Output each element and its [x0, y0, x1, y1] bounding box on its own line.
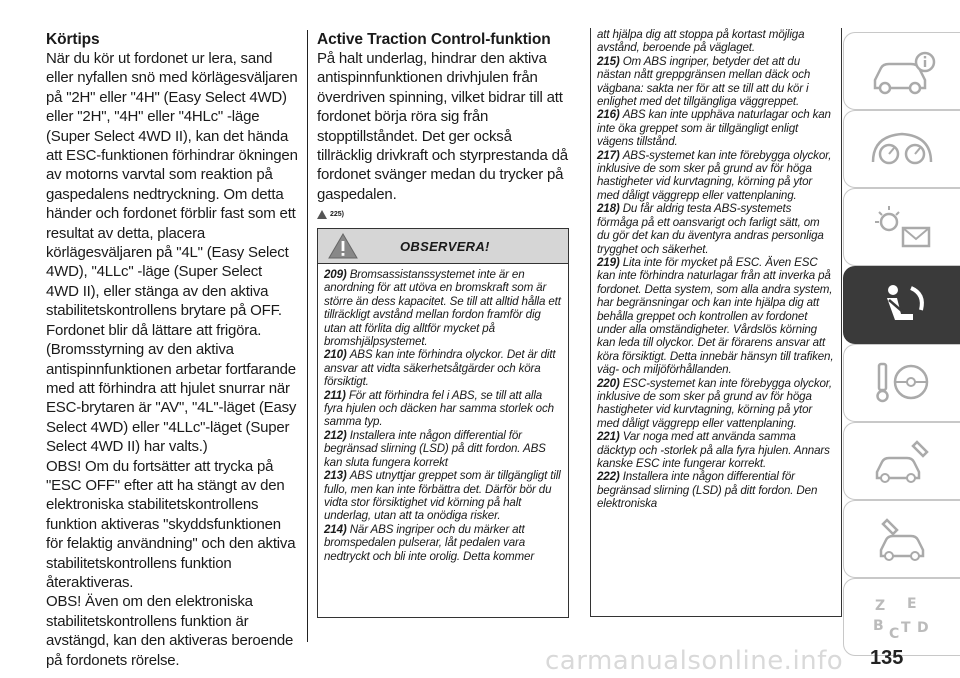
section-heading-traction: Active Traction Control-funktion	[317, 31, 551, 48]
note-item: 218) Du får aldrig testa ABS-systemets förmåga på ett oansvarigt och farligt sätt, om du gör det kan du äventyra andras personliga trygghet och säkerhet.	[597, 202, 824, 256]
note-item: 222) Installera inte någon differential för begränsad slirning (LSD) på ditt fordon. Den elektroniska	[597, 470, 818, 511]
note-item: 211) För att förhindra fel i ABS, se till att alla fyra hjulen och däcken har samma storlek och samma typ.	[324, 388, 554, 429]
airbag-seat-icon	[867, 280, 937, 330]
note-item: 219) Lita inte för mycket på ESC. Även ESC kan inte förhindra naturlagar från att inverka på fordonet. Detta system, som alla andra system, har begränsningar och kan inte hjälpa dig att behålla greppet och kontrollen av fordonet under alla omständigheter. Vårdslös körning kan leda till olyckor. Det är förarens ansvar att köra försiktigt. Detta innebär hänsyn till trafiken, väg- och miljöförhållanden.	[597, 255, 834, 377]
watermark: carmanualsonline.info	[545, 646, 844, 676]
section-heading-kortips: Körtips	[46, 31, 100, 48]
note-item: 220) ESC-systemet kan inte förebygga olyckor, inklusive de som sker på grund av för höga hastigheter vid kurvtagning, körning på ytor med dåligt väggrepp eller vattenplaning.	[597, 376, 832, 430]
svg-text:Z: Z	[875, 598, 886, 614]
traction-paragraph: På halt underlag, hindrar den aktiva antispinnfunktionen drivhjulen från överdriven spinning, vilket bidrar till att fordonet börja röra sig från stopptillståndet. Det ger också tillräcklig drivkraft och styrprestanda då fordonet svänger medan du trycker på gaspedalen.	[317, 50, 568, 203]
warning-triangle-icon	[328, 232, 358, 260]
chapter-tab-safety[interactable]	[843, 266, 960, 344]
paragraph: Fordonet blir då lättare att frigöra. (Bromsstyrning av den aktiva antispinnfunktionen arbetar fortfarande med att förhindra att hjulet snurrar när ESC-brytaren är "AV", "4L"-läget (Easy Select 4WD) eller "4LLc"-läget (Super Select 4WD II) har valts.)	[46, 321, 297, 456]
note-item: 212) Installera inte någon differential för begränsad slirning (LSD) på ditt fordon. ABS kan sluta fungera korrekt	[324, 428, 546, 469]
alphabet-index-icon	[867, 592, 937, 642]
svg-text:T: T	[901, 620, 911, 636]
paragraph: När du kör ut fordonet ur lera, sand eller nyfallen snö med körlägesväljaren på "2H" eller "4H" (Easy Select 4WD) eller "2H", "4H" eller "4HLc" -läge (Super Select 4WD II), kan det hända att ESC-funktionen förhindrar ökningen av motorns varvtal som reaktion på gaspedalens nedtryckning. Om detta händer och fordonet förblir fast som ett resultat av detta, placera körlägesväljaren på "4L" (Easy Select 4WD), "4LLc" -läge (Super Select 4WD II), eller stänga av den aktiva stabilitetskontrollens brytare på OFF.	[46, 50, 298, 320]
column-traction-control	[317, 30, 569, 219]
page-number: 135	[870, 647, 904, 669]
chapter-tab-emergency[interactable]	[843, 422, 960, 500]
chapter-tab-car-info[interactable]	[843, 32, 960, 110]
dashboard-gauge-icon	[867, 124, 937, 174]
note-item: 216) ABS kan inte upphäva naturlagar och kan inte öka greppet som är tillgängligt enligt vägens tillstånd.	[597, 108, 831, 149]
note-item: 213) ABS utnyttjar greppet som är tillgängligt till fullo, men kan inte förbättra det. Därför bör du vidta stor försiktighet vid körning på halt underlag, utan att ta onödiga risker.	[324, 469, 561, 523]
reference-number: 225)	[330, 211, 345, 219]
observera-notes-left	[318, 264, 568, 563]
wrench-car-icon	[867, 514, 937, 564]
note-item: 210) ABS kan inte förhindra olyckor. Det är ditt ansvar att vidta säkerhetsåtgärder och köra försiktigt.	[324, 348, 556, 389]
car-info-icon	[867, 46, 937, 96]
warning-light-mail-icon	[867, 202, 937, 252]
column-driving-tips	[46, 30, 298, 670]
note-continuation: att hjälpa dig att stoppa på kortast möjliga avstånd, beroende på väglaget.	[597, 28, 805, 55]
observera-box	[317, 228, 569, 618]
observera-notes-right	[591, 28, 841, 511]
chapter-tab-dashboard[interactable]	[843, 110, 960, 188]
key-steering-icon	[867, 358, 937, 408]
wrench-car-icon	[867, 436, 937, 486]
note-item: 209) Bromsassistanssystemet inte är en anordning för att utöva en bromskraft som är större än dess kapacitet. Se till att alltid hålla ett tillräckligt avstånd mellan fordon framför dig utan att förlita dig alltför mycket på bromshjälpsystemet.	[324, 268, 561, 349]
chapter-tab-warning-lights[interactable]	[843, 188, 960, 266]
observera-box-continued	[590, 28, 842, 617]
paragraph: OBS! Även om den elektroniska stabilitetskontrollens funktion är avstängd, kan den aktiveras beroende på fordonets rörelse.	[46, 593, 294, 669]
paragraph: OBS! Om du fortsätter att trycka på "ESC OFF" efter att ha stängt av den elektroniska stabilitetskontrollens funktion aktiveras "skyddsfunktionen för felaktig användning" och den aktiva stabilitetskontrollens funktion återaktiveras.	[46, 457, 296, 591]
warning-triangle-icon	[317, 210, 327, 219]
warning-reference	[317, 210, 569, 219]
chapter-tab-maintenance[interactable]	[843, 500, 960, 578]
note-item: 215) Om ABS ingriper, betyder det att du nästan nått greppgränsen mellan däck och vägbana: sakta ner för att se till att du kör i enlighet med det tillgängliga väggreppet.	[597, 54, 811, 109]
svg-text:B: B	[873, 618, 884, 634]
svg-text:C: C	[889, 626, 900, 642]
svg-text:E: E	[907, 596, 917, 612]
chapter-tab-index[interactable]	[843, 578, 960, 656]
observera-header	[318, 229, 568, 264]
note-item: 217) ABS-systemet kan inte förebygga olyckor, inklusive de som sker på grund av för höga hastigheter vid kurvtagning, körning på ytor med dåligt väggrepp eller vattenplaning.	[597, 148, 832, 202]
svg-text:D: D	[917, 620, 929, 636]
column-divider	[307, 30, 308, 642]
driving-tips-body	[46, 49, 298, 670]
observera-title: OBSERVERA!	[400, 238, 490, 254]
chapter-tab-starting-driving[interactable]	[843, 344, 960, 422]
note-item: 221) Var noga med att använda samma däcktyp och -storlek på alla fyra hjulen. Annars kanske ESC inte fungerar korrekt.	[597, 430, 830, 470]
note-item: 214) När ABS ingriper och du märker att bromspedalen pulserar, låt pedalen vara nedtryckt och bli inte orolig. Detta kommer	[324, 522, 535, 563]
